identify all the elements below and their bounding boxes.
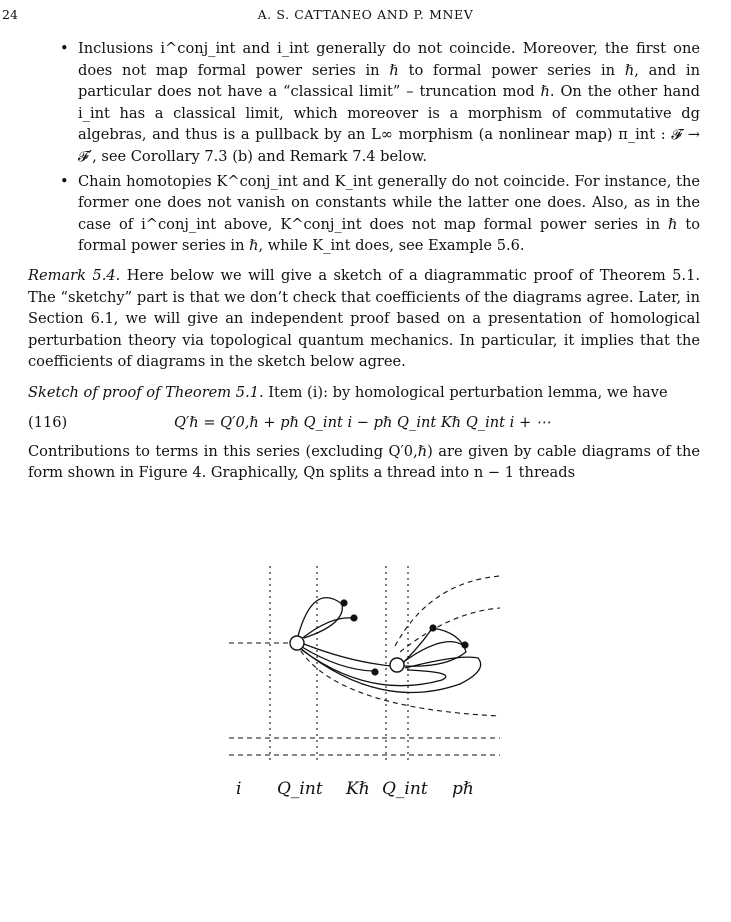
loop-edge <box>298 598 342 638</box>
leaf-dot <box>429 624 436 631</box>
leaf-dot <box>340 599 347 606</box>
vertex-edge-1 <box>402 642 464 663</box>
page-header <box>0 4 731 26</box>
sketch-label: Sketch of proof of Theorem 5.1. <box>28 383 264 401</box>
edge-to-leaf-2 <box>302 647 373 671</box>
list-item <box>60 38 700 168</box>
long-edge-2 <box>302 650 446 686</box>
cable-diagram-figure <box>220 562 520 810</box>
remark-text: Here below we will give a sketch of a diagrammatic proof of Theorem 5.1. The “sketchy” part is that we don’t check that coefficients of the diagrams agree. Later, in Section 6.1, we will give an independent proof based on a presentation of homological perturbation theory via topological quantum mechanics. In particular, it implies that the coefficients of diagrams in the sketch below agree. <box>28 266 700 371</box>
leaf-dot <box>371 668 378 675</box>
sketch-text: Item (i): by homological perturbation lemma, we have <box>268 383 668 401</box>
vertex-qint-1 <box>290 636 304 650</box>
running-title: A. S. CATTANEO AND P. MNEV <box>257 7 474 22</box>
bullet-text: Inclusions i^conj_int and i_int generally do not coincide. Moreover, the first one does not map formal power series in ℏ to formal power series in ℏ, and in particular does not have a “classical limit” – truncation mod ℏ. On the other hand i_int has a classical limit, which moreover is a morphism of commutative dg algebras, and thus is a pullback by an L∞ morphism (a nonlinear map) π_int : 𝓕 → 𝓕′, see Corollary 7.3 (b) and Remark 7.4 below. <box>78 40 700 165</box>
bullet-icon: • <box>60 40 69 57</box>
bullet-text: Chain homotopies K^conj_int and K_int generally do not coincide. For instance, the former one does not vanish on constants while the latter one does. Also, as in the case of i^conj_int above, K^conj_int does not map formal power series in ℏ to formal power series in ℏ, while K_int does, see Example 5.6. <box>78 172 700 255</box>
label-qint-1: Q_int <box>277 779 323 799</box>
outgoing-thread-2 <box>400 608 500 652</box>
equation-116 <box>28 410 700 436</box>
equation-formula: Q′ℏ = Q′0,ℏ + pℏ Q_int i − pℏ Q_int Kℏ Q_int i + ⋯ <box>174 413 551 431</box>
bullet-list <box>28 38 700 257</box>
label-ph: pℏ <box>452 779 474 799</box>
cable-diagram <box>220 562 520 810</box>
remark-label: Remark 5.4. <box>28 266 121 284</box>
solid-edges <box>298 598 481 693</box>
page-body <box>28 38 700 484</box>
equation-number: (116) <box>28 413 68 431</box>
vertex-loop <box>403 628 466 666</box>
label-kh: Kℏ <box>346 779 370 799</box>
remark-paragraph <box>28 265 700 373</box>
outgoing-thread-1 <box>395 576 500 646</box>
list-item <box>60 171 700 257</box>
bullet-icon: • <box>60 172 69 190</box>
leaf-dot <box>350 614 357 621</box>
figure-caption-area <box>0 896 731 922</box>
leaf-dot <box>461 641 468 648</box>
contributions-paragraph: Contributions to terms in this series (excluding Q′0,ℏ) are given by cable diagrams of the form shown in Figure 4. Graphically, Qn splits a thread into n − 1 threads <box>28 442 700 482</box>
outgoing-thread-3 <box>296 643 500 716</box>
figure-labels <box>236 779 474 799</box>
label-i: i <box>236 779 242 799</box>
label-qint-2: Q_int <box>382 779 428 799</box>
page-number: 24 <box>2 7 18 22</box>
vertex-qint-2 <box>390 658 404 672</box>
sketch-paragraph <box>28 382 700 404</box>
